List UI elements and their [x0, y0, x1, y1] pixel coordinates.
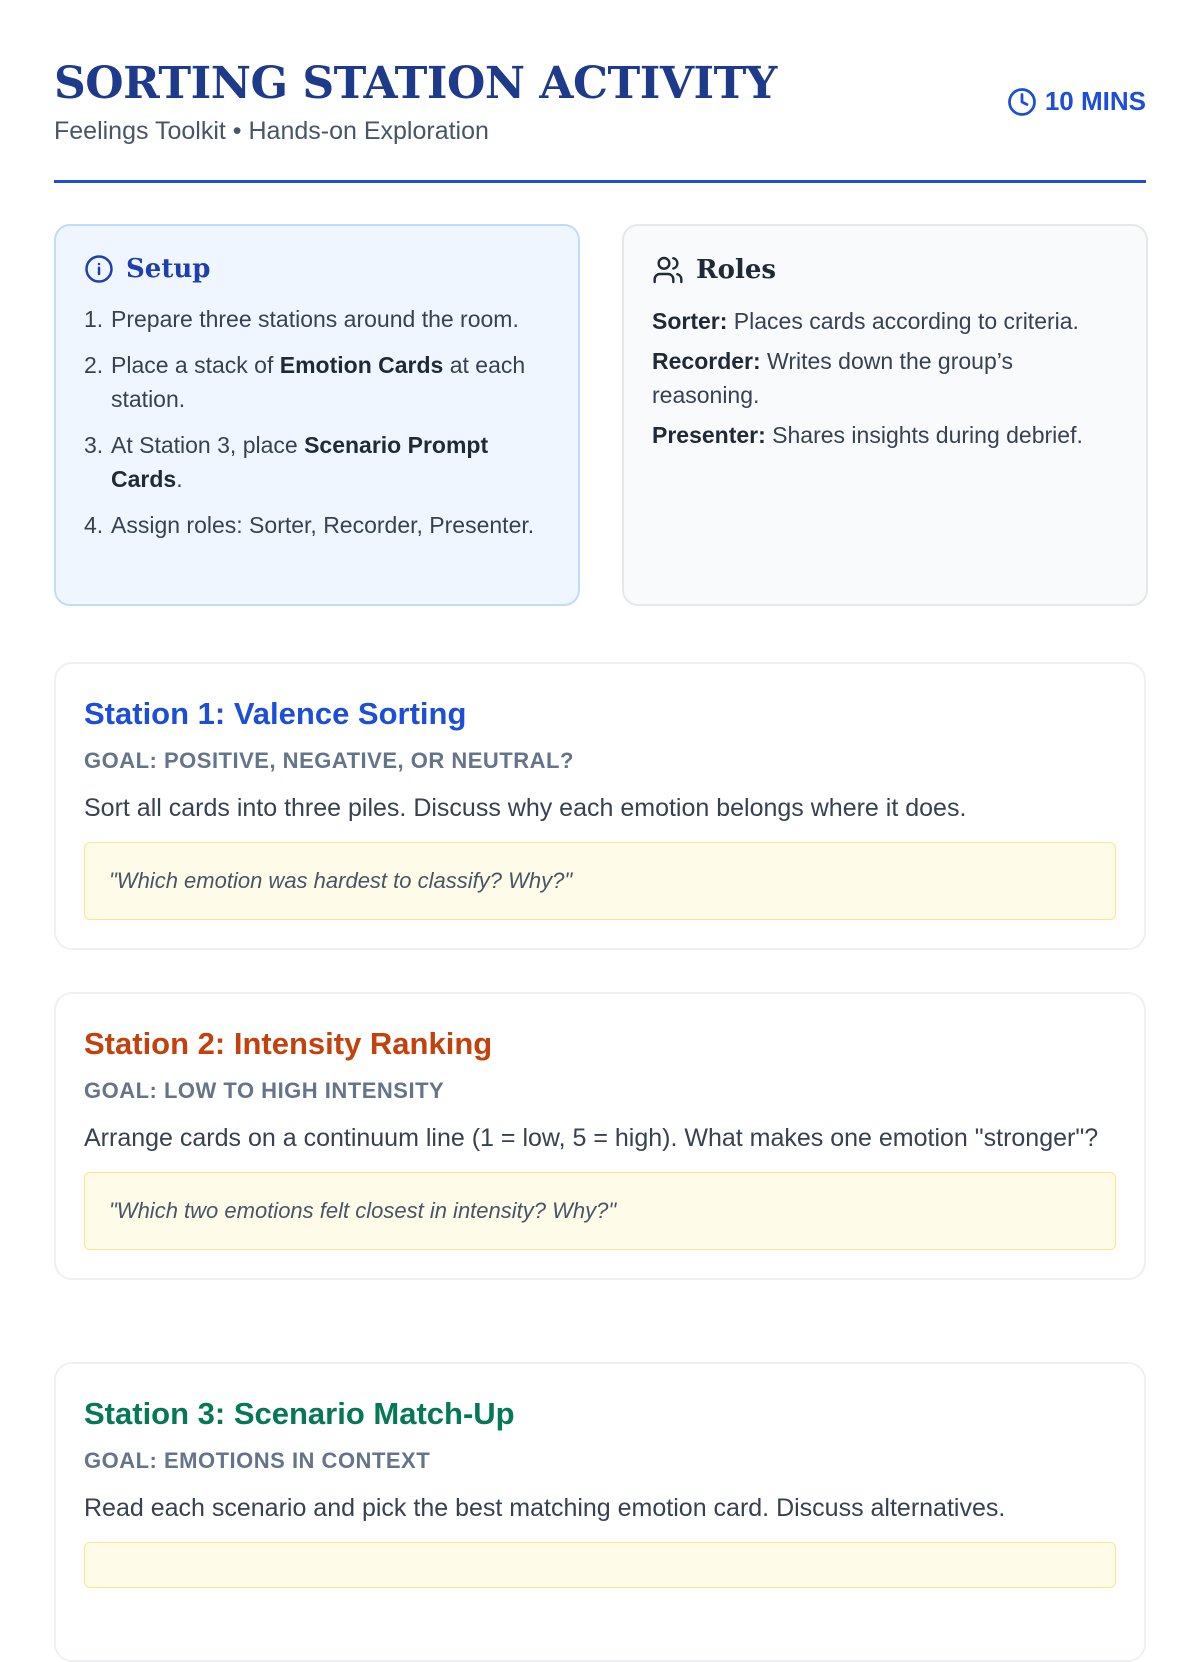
roles-heading: [652, 254, 1118, 286]
station-card-2: [54, 992, 1146, 1280]
setup-card: [54, 224, 580, 606]
station-card-3: [54, 1362, 1146, 1662]
roles-list: [652, 304, 1118, 452]
clock-icon: [1007, 87, 1037, 117]
roles-card: [622, 224, 1148, 606]
station-card-1: [54, 662, 1146, 950]
page-subtitle: Feelings Toolkit • Hands-on Exploration: [54, 117, 489, 145]
role-item: Recorder: Writes down the group’s reasoning.: [652, 348, 1013, 408]
users-icon: [652, 254, 684, 286]
setup-step: [84, 302, 550, 336]
step-text: At Station 3, place Scenario Prompt Cards.: [111, 432, 489, 492]
setup-steps-list: [84, 302, 550, 542]
station-goal: GOAL: POSITIVE, NEGATIVE, OR NEUTRAL?: [84, 748, 574, 773]
setup-heading: [84, 254, 550, 284]
role-item: Presenter: Shares insights during debrief.: [652, 422, 1083, 448]
discussion-prompt: "Which two emotions felt closest in intensity? Why?": [84, 1172, 1116, 1250]
page-header: [54, 58, 1146, 146]
step-text: Place a stack of Emotion Cards at each station.: [111, 352, 526, 412]
station-title: Station 2: Intensity Ranking: [84, 1026, 493, 1061]
discussion-prompt: [84, 1542, 1116, 1588]
setup-step: [84, 348, 550, 416]
station-description: Arrange cards on a continuum line (1 = low, 5 = high). What makes one emotion "stronger"?: [84, 1124, 1099, 1152]
roles-heading-label: Roles: [696, 255, 777, 285]
discussion-prompt: "Which emotion was hardest to classify? Why?": [84, 842, 1116, 920]
duration-badge: [1007, 86, 1146, 117]
step-text: Assign roles: Sorter, Recorder, Presenter.: [111, 512, 535, 538]
step-number: 3.: [84, 432, 104, 458]
station-goal: GOAL: LOW TO HIGH INTENSITY: [84, 1078, 445, 1103]
step-number: 1.: [84, 306, 104, 332]
step-text: Prepare three stations around the room.: [111, 306, 519, 332]
setup-step: [84, 428, 550, 496]
header-divider: [54, 180, 1146, 183]
step-number: 2.: [84, 352, 104, 378]
info-icon: [84, 254, 114, 284]
station-title: Station 3: Scenario Match-Up: [84, 1396, 515, 1431]
station-goal: GOAL: EMOTIONS IN CONTEXT: [84, 1448, 431, 1473]
station-description: Sort all cards into three piles. Discuss why each emotion belongs where it does.: [84, 794, 967, 822]
step-number: 4.: [84, 512, 104, 538]
role-item: Sorter: Places cards according to criteria.: [652, 308, 1079, 334]
setup-heading-label: Setup: [126, 254, 211, 284]
station-description: Read each scenario and pick the best matching emotion card. Discuss alternatives.: [84, 1494, 1006, 1522]
setup-step: [84, 508, 550, 542]
duration-label: 10 MINS: [1044, 86, 1146, 116]
station-title: Station 1: Valence Sorting: [84, 696, 467, 731]
page-title: SORTING STATION ACTIVITY: [54, 58, 777, 109]
